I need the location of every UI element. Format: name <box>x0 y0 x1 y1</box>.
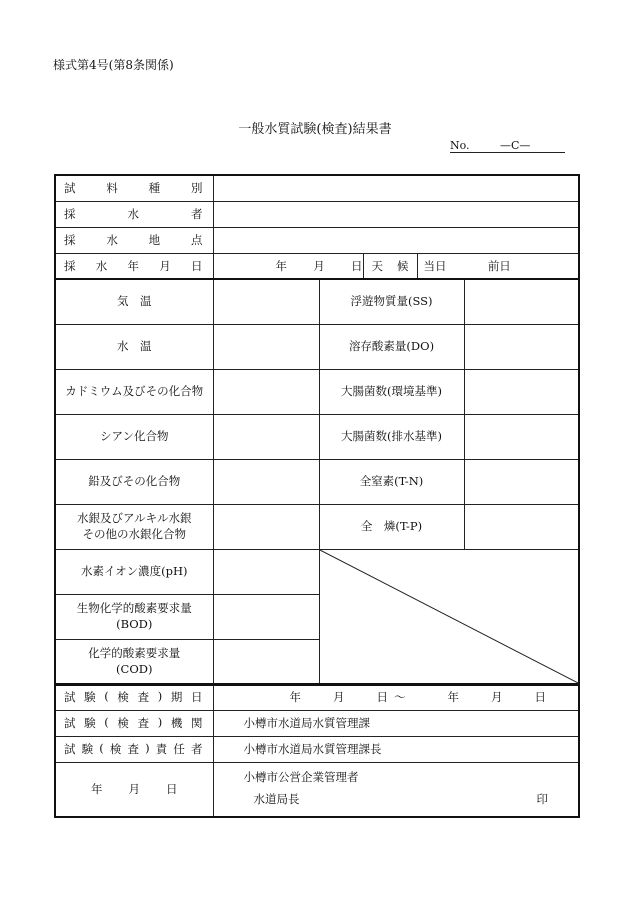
sampling-point-label <box>55 227 213 253</box>
period-start-month: 月 <box>333 690 345 705</box>
sample-type-label <box>55 175 213 201</box>
spread-text: 試 験 ( 検 査 ) 期 日 <box>64 689 203 705</box>
item-label: 大腸菌数(排水基準) <box>319 415 464 460</box>
item-value-cell[interactable] <box>213 279 319 325</box>
item-label: 水素イオン濃度(pH) <box>55 550 213 595</box>
date-month: 月 <box>313 258 325 273</box>
period-end-day: 日 <box>534 690 546 705</box>
diagonal-line <box>320 550 580 684</box>
period-start-year: 年 <box>289 690 301 705</box>
period-tilde: 〜 <box>394 690 406 705</box>
item-value-cell[interactable] <box>464 505 579 550</box>
document-title: 一般水質試験(検査)結果書 <box>238 122 392 137</box>
seal-stamp: 印 <box>536 791 548 806</box>
date-day: 日 <box>351 258 363 273</box>
item-label: 溶存酸素量(DO) <box>319 325 464 370</box>
item-value-cell[interactable] <box>464 415 579 460</box>
item-value-cell[interactable] <box>464 279 579 325</box>
test-org-label <box>55 710 213 736</box>
period-end-year: 年 <box>447 690 459 705</box>
item-label: 全窒素(T-N) <box>319 460 464 505</box>
item-label: カドミウム及びその化合物 <box>55 370 213 415</box>
item-value-cell[interactable] <box>213 460 319 505</box>
sign-year: 年 <box>91 782 103 797</box>
item-value-cell[interactable] <box>464 460 579 505</box>
test-resp-label <box>55 736 213 762</box>
item-value-cell[interactable] <box>213 370 319 415</box>
spread-text: 試 験 ( 検 査 ) 機 関 <box>64 715 203 730</box>
sign-day: 日 <box>166 782 178 797</box>
results-table <box>54 278 580 686</box>
weather-label <box>363 253 417 279</box>
item-label: シアン化合物 <box>55 415 213 460</box>
item-label: 浮遊物質量(SS) <box>319 279 464 325</box>
sign-date[interactable] <box>55 762 213 817</box>
spread-text: 採 水 者 <box>64 207 203 221</box>
sign-title: 水道局長 <box>253 791 300 806</box>
test-resp-value <box>213 736 579 762</box>
test-org-value <box>213 710 579 736</box>
item-value-cell[interactable] <box>213 325 319 370</box>
weather-prev: 前日 <box>487 258 511 273</box>
sample-type-value[interactable] <box>213 175 579 201</box>
spread-text: 試 料 種 別 <box>64 181 203 196</box>
date-year: 年 <box>275 258 287 273</box>
period-end-month: 月 <box>491 690 503 705</box>
form-id: 様式第4号(第8条関係) <box>53 58 174 72</box>
item-label: 化学的酸素要求量 (COD) <box>55 640 213 686</box>
item-value-cell[interactable] <box>213 415 319 460</box>
spread-text: 試 験 ( 検 査 ) 責 任 者 <box>64 741 203 756</box>
number-prefix: No. <box>450 139 470 152</box>
item-label: 生物化学的酸素要求量 (BOD) <box>55 595 213 640</box>
test-period-label <box>55 684 213 710</box>
spread-text: 採 水 地 点 <box>64 233 203 247</box>
item-label: 大腸菌数(環境基準) <box>319 370 464 415</box>
item-value-cell[interactable] <box>464 370 579 415</box>
item-value-cell[interactable] <box>213 505 319 550</box>
test-info-table <box>54 683 580 818</box>
signatory <box>213 762 579 817</box>
test-period-value[interactable] <box>213 684 579 710</box>
spread-text: 採 水 年 月 日 <box>64 258 203 273</box>
unused-area-strike <box>319 550 579 686</box>
weather-value[interactable] <box>417 253 579 279</box>
number-code: —C— <box>500 139 531 152</box>
document-number <box>450 139 565 153</box>
item-value-cell[interactable] <box>213 595 319 640</box>
item-value-cell[interactable] <box>213 640 319 686</box>
weather-today: 当日 <box>423 258 447 273</box>
sampling-point-value[interactable] <box>213 227 579 253</box>
sign-month: 月 <box>128 782 140 797</box>
sampler-value[interactable] <box>213 201 579 227</box>
sign-org: 小樽市公営企業管理者 <box>243 769 359 784</box>
period-start-day: 日 <box>376 690 388 705</box>
item-label: 水 温 <box>55 325 213 370</box>
sampling-date-label <box>55 253 213 279</box>
item-value-cell[interactable] <box>464 325 579 370</box>
sampler-label <box>55 201 213 227</box>
sample-info-table <box>54 174 580 280</box>
item-label: 鉛及びその化合物 <box>55 460 213 505</box>
sampling-date-value[interactable] <box>213 253 363 279</box>
spread-text: 天 候 <box>371 258 409 273</box>
item-label: 水銀及びアルキル水銀 その他の水銀化合物 <box>55 505 213 550</box>
item-label: 気 温 <box>55 279 213 325</box>
item-value-cell[interactable] <box>213 550 319 595</box>
test-resp-text: 小樽市水道局水質管理課長 <box>243 742 382 756</box>
test-org-text: 小樽市水道局水質管理課 <box>243 716 370 730</box>
item-label: 全 燐(T-P) <box>319 505 464 550</box>
